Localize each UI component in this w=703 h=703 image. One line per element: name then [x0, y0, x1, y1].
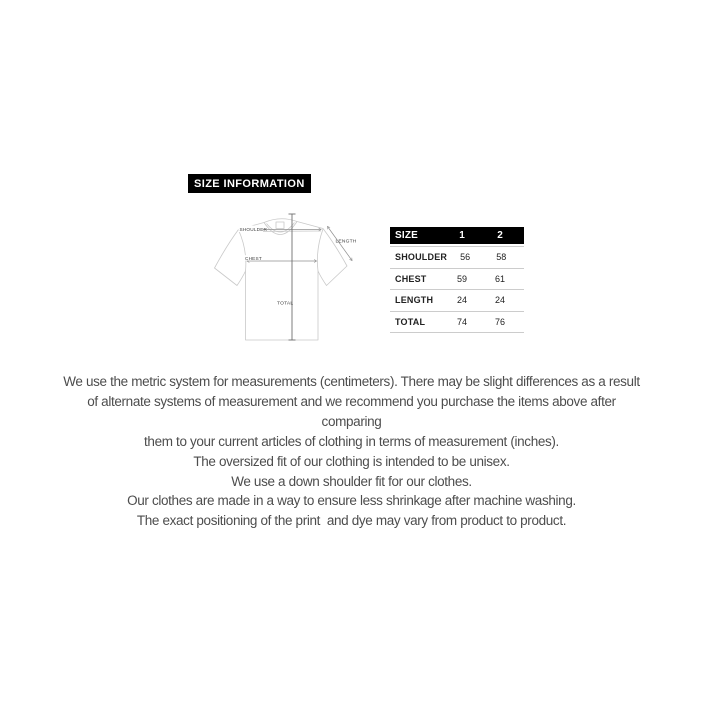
- note-line: We use a down shoulder fit for our clothes.: [231, 473, 472, 489]
- note-line: comparing: [321, 413, 382, 429]
- measurement-notes: [0, 372, 703, 531]
- note-line: The oversized fit of our clothing is intended to be unisex.: [193, 453, 510, 469]
- row-label: LENGTH: [395, 295, 434, 306]
- row-value-2: 24: [494, 295, 505, 306]
- tshirt-outline: [215, 219, 348, 340]
- chest-label: CHEST: [245, 255, 262, 261]
- row-label: CHEST: [395, 273, 427, 284]
- table-row-total: [390, 311, 524, 333]
- note-line: of alternate systems of measurement and we recommend you purchase the items above after: [87, 393, 616, 409]
- note-line: The exact positioning of the print and dye may vary from product to product.: [136, 513, 567, 529]
- row-value-2: 58: [496, 252, 507, 263]
- row-value-2: 61: [494, 273, 505, 284]
- header-size-2: 2: [497, 230, 503, 241]
- header-size-1: 1: [459, 230, 465, 241]
- row-label: TOTAL: [395, 316, 426, 327]
- shoulder-label: SHOULDER: [239, 227, 268, 232]
- note-line: them to your current articles of clothing in terms of measurement (inches).: [144, 433, 559, 449]
- length-label: LENGTH: [335, 239, 357, 245]
- table-row-chest: [390, 268, 524, 290]
- size-table-header: [390, 227, 524, 244]
- row-label: SHOULDER: [395, 252, 448, 263]
- table-row-shoulder: [390, 246, 524, 268]
- total-label: TOTAL: [277, 301, 294, 307]
- row-value-2: 76: [494, 316, 505, 327]
- row-value-1: 59: [456, 273, 467, 284]
- row-value-1: 24: [456, 295, 467, 306]
- size-table-rows: [390, 246, 524, 333]
- size-table: [390, 227, 524, 333]
- note-line: We use the metric system for measurements (centimeters). There may be slight differences as a result: [63, 374, 640, 389]
- header-size: SIZE: [395, 230, 419, 241]
- note-line: Our clothes are made in a way to ensure less shrinkage after machine washing.: [127, 493, 576, 509]
- tshirt-measurement-diagram: [190, 200, 390, 350]
- table-row-length: [390, 289, 524, 311]
- row-value-1: 56: [460, 252, 471, 263]
- size-information-badge: SIZE INFORMATION: [188, 174, 311, 193]
- row-value-1: 74: [456, 316, 467, 327]
